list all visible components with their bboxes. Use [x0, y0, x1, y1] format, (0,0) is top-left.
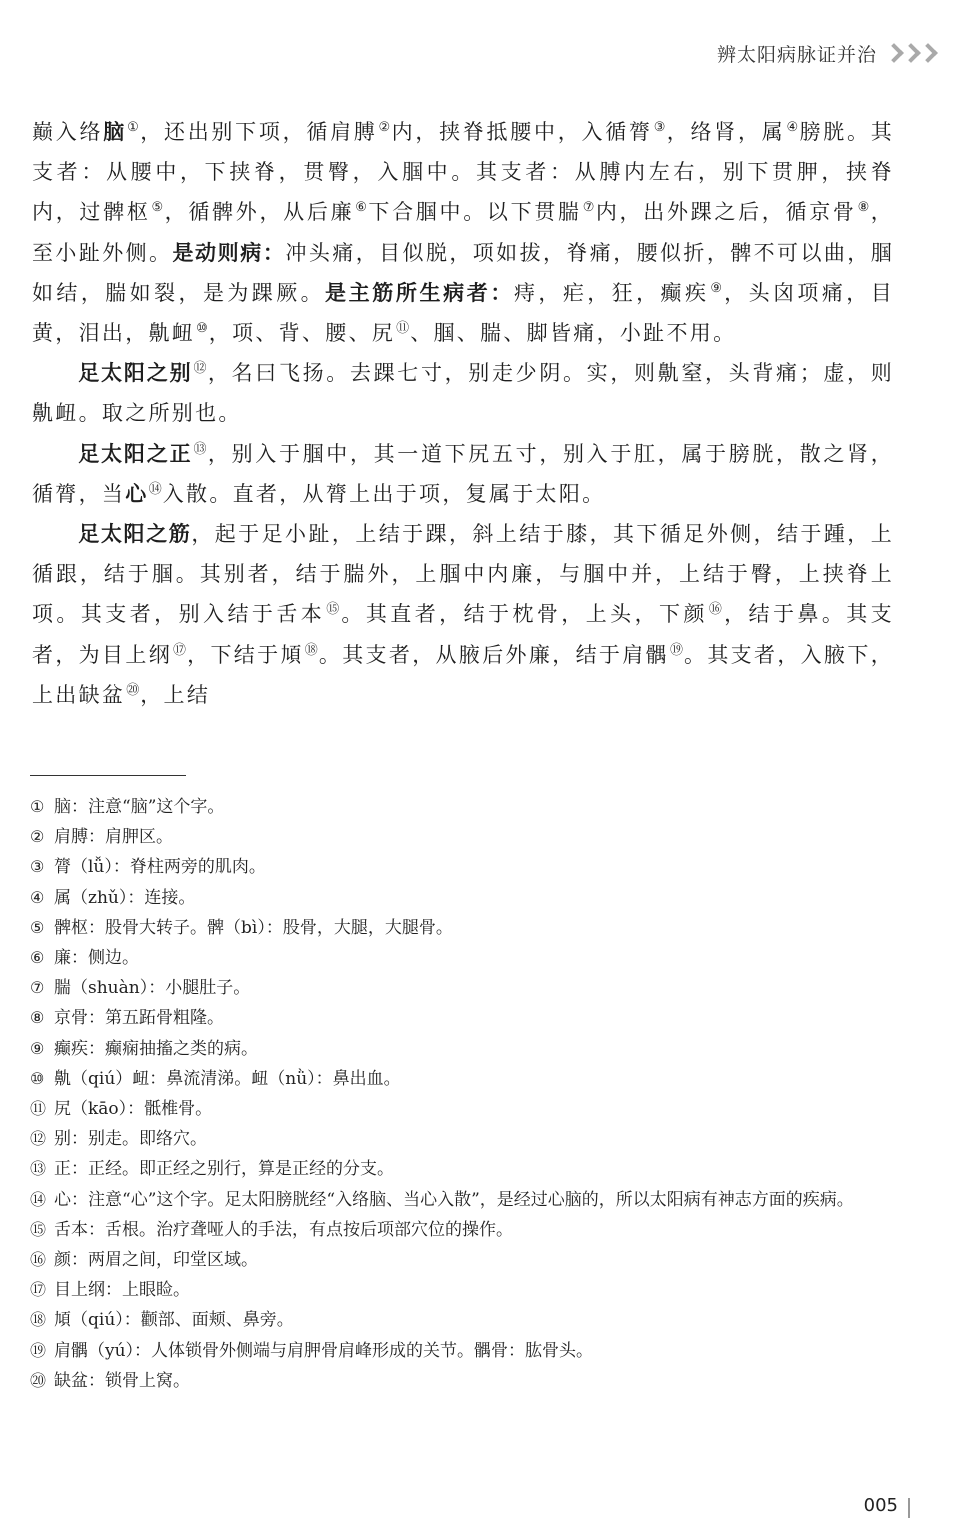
footnote-item: [30, 1305, 898, 1335]
footnote-ref: ⑲: [669, 642, 683, 658]
footnote-number: ⑦: [30, 978, 45, 998]
footnote-ref: ⑫: [193, 361, 207, 377]
footnote-item: [30, 792, 898, 822]
footnote-ref: ⑭: [148, 481, 162, 497]
footnote-number: ⑧: [30, 1008, 45, 1028]
text-run: ，起于足小趾，上结于踝，斜上结于膝，其下循足外侧，结于踵，上循跟，结于腘。其别者，结于腨外，上腘中内廉，与腘中并，上结于臀，上挟脊上项。其支者，别入结于舌本: [32, 522, 895, 627]
footnote-item: [30, 1154, 898, 1184]
footnote-ref: ⑱: [304, 642, 318, 658]
footnote-item: [30, 973, 898, 1003]
text-run: 、腘、腨、脚皆痛，小趾不用。: [410, 321, 737, 346]
footnote-item: [30, 1003, 898, 1033]
text-run: 冲头痛，目似脱，项如拔，脊痛，腰似折，髀不可以曲，腘如结，腨如裂，是为踝厥。: [32, 240, 894, 305]
text-run: ，络肾，属: [666, 120, 786, 144]
text-run: ，循髀外，从后廉: [164, 200, 355, 225]
footnote-text: 正：正经。即正经之别行，算是正经的分支。: [54, 1159, 394, 1180]
footnote-text: 腨（shuàn）：小腿肚子。: [54, 978, 251, 999]
footnote-item: [30, 913, 898, 943]
bold-term: 是动则病：: [172, 240, 286, 265]
footnote-number: ⑤: [30, 917, 45, 937]
footnote-ref: ⑳: [126, 682, 140, 698]
footnote-ref: ⑰: [173, 642, 187, 658]
footnote-text: 肩髃（yú）：人体锁骨外侧端与肩胛骨肩峰形成的关节。髃骨：肱骨头。: [54, 1340, 594, 1361]
footnote-number: ⑭: [30, 1189, 47, 1209]
footnote-ref: ⑨: [710, 280, 723, 296]
footnote-number: ⑯: [30, 1250, 47, 1270]
text-run: 下合腘中。以下贯腨: [367, 200, 582, 225]
footnote-text: 脑：注意“脑”这个字。: [54, 797, 225, 817]
footnote-number: ④: [30, 887, 45, 907]
footnote-number: ⑳: [30, 1370, 47, 1390]
footnote-ref: ②: [378, 120, 391, 135]
footnote-text: 缺盆：锁骨上窝。: [54, 1370, 190, 1391]
footnote-number: ⑰: [30, 1280, 47, 1300]
page-number-bar: [908, 1498, 910, 1518]
text-run: 巅入络: [32, 120, 104, 144]
text-run: ，至小趾外侧。: [32, 200, 894, 265]
footnote-text: 颜：两眉之间，印堂区域。: [54, 1250, 258, 1271]
text-run: ，还出别下项，循肩膊: [139, 120, 378, 144]
footnote-item: [30, 1034, 898, 1064]
footnote-text: 目上纲：上眼睑。: [54, 1280, 190, 1301]
footnote-number: ⑲: [30, 1340, 47, 1360]
body-paragraph: [32, 514, 894, 715]
footnote-ref: ⑯: [708, 602, 722, 618]
footnote-text: 属（zhǔ）：连接。: [54, 887, 196, 908]
footnote-text: 頄（qiú）：颧部、面颊、鼻旁。: [54, 1310, 294, 1331]
footnote-text: 癫疾：癫痫抽搐之类的病。: [54, 1038, 258, 1059]
bold-term: 足太阳之别: [78, 361, 193, 386]
text-run: ，下结于頄: [187, 642, 304, 667]
footnote-item: [30, 1245, 898, 1275]
footnote-text: 鼽（qiú）衄：鼻流清涕。衄（nǜ）：鼻出血。: [54, 1068, 401, 1089]
body-paragraph: [32, 434, 894, 514]
footnote-number: ⑬: [30, 1159, 47, 1179]
text-run: 。其直者，结于枕骨，上头，下颜: [340, 602, 708, 627]
footnote-number: ⑪: [30, 1099, 47, 1119]
footnote-item: [30, 1094, 898, 1124]
footnote-number: ⑮: [30, 1219, 47, 1239]
chapter-title: 辨太阳病脉证并治: [716, 43, 877, 66]
footnote-item: [30, 1366, 898, 1396]
text-run: 。其支者，从腋后外廉，结于肩髃: [318, 642, 669, 667]
footnote-text: 京骨：第五跖骨粗隆。: [54, 1008, 224, 1029]
footnote-text: 肩膊：肩胛区。: [54, 827, 173, 848]
footnote-ref: ⑪: [396, 321, 410, 337]
footnote-item: [30, 822, 898, 852]
footnote-item: [30, 1124, 898, 1154]
footnote-ref: ③: [653, 120, 666, 135]
chevron-right-icon: [887, 46, 938, 60]
bold-term: 足太阳之筋: [78, 522, 192, 547]
footnote-item: [30, 852, 898, 882]
footnote-text: 心：注意“心”这个字。足太阳膀胱经“入络脑、当心入散”，是经过心脑的，所以太阳病有神志方面的疾病。: [54, 1189, 854, 1210]
bold-term: 足太阳之正: [78, 441, 193, 466]
footnote-item: [30, 1336, 898, 1366]
bold-term: 是主筋所生病者：: [325, 280, 515, 305]
text-run: 内，出外踝之后，循京骨: [595, 200, 857, 225]
footnote-text: 舌本：舌根。治疗聋哑人的手法，有点按后项部穴位的操作。: [54, 1219, 513, 1240]
footnote-number: ⑨: [30, 1038, 45, 1058]
footnote-number: ⑱: [30, 1310, 47, 1330]
footnote-text: 髀枢：股骨大转子。髀（bì）：股骨，大腿，大腿骨。: [54, 917, 453, 938]
footnote-ref: ①: [127, 120, 139, 135]
text-run: 。其支者，入腋下，上出缺盆: [32, 642, 895, 707]
text-run: ，别入于腘中，其一道下尻五寸，别入于肛，属于膀胱，散之肾，循膂，当: [32, 441, 895, 506]
footnote-item: [30, 1064, 898, 1094]
text-run: 内，挟脊抵腰中，入循膂: [391, 120, 653, 144]
main-text: [32, 112, 894, 715]
footnote-ref: ⑬: [193, 441, 207, 457]
footnote-ref: ⑥: [355, 200, 367, 216]
body-paragraph: [32, 112, 894, 353]
bold-term: 脑: [103, 120, 127, 144]
text-run: ，上结: [140, 682, 211, 707]
footnote-item: [30, 1185, 898, 1215]
footnote-number: ⑫: [30, 1129, 47, 1149]
footnote-item: [30, 1215, 898, 1245]
text-run: ，项、背、腰、尻: [208, 321, 396, 346]
footnote-number: ②: [30, 827, 45, 847]
footnote-number: ⑥: [30, 948, 45, 968]
bold-term: 心: [125, 481, 148, 506]
footnote-divider: [30, 775, 186, 776]
footnote-number: ⑩: [30, 1068, 45, 1088]
footnote-text: 别：别走。即络穴。: [54, 1129, 207, 1150]
footnote-ref: ⑮: [326, 602, 340, 618]
footnote-ref: ⑤: [151, 200, 164, 216]
footnote-item: [30, 943, 898, 973]
footnotes: [30, 792, 898, 1396]
footnote-item: [30, 883, 898, 913]
footnote-text: 尻（kāo）：骶椎骨。: [54, 1099, 213, 1120]
body-paragraph: [32, 353, 894, 433]
footnote-text: 膂（lǚ）：脊柱两旁的肌肉。: [54, 857, 266, 878]
footnote-ref: ⑦: [582, 200, 595, 216]
text-run: ，头囟项痛，目黄，泪出，鼽衄: [32, 280, 894, 346]
text-run: ，结于鼻。其支者，为目上纲: [32, 602, 894, 667]
running-header: [717, 38, 938, 68]
footnote-number: ①: [30, 797, 45, 816]
footnote-item: [30, 1275, 898, 1305]
footnote-ref: ④: [786, 120, 799, 135]
text-run: 入散。直者，从膂上出于项，复属于太阳。: [162, 481, 606, 506]
footnote-number: ③: [30, 857, 45, 877]
text-run: 膀胱。其支者：从腰中，下挟脊，贯臀，入腘中。其支者：从膊内左右，别下贯胛，挟脊内，过髀枢: [32, 120, 895, 225]
footnote-text: 廉：侧边。: [54, 948, 139, 969]
text-run: 痔，疟，狂，癫疾: [514, 280, 710, 305]
text-run: ，名曰飞扬。去踝七寸，别走少阴。实，则鼽窒，头背痛；虚，则鼽衄。取之所别也。: [32, 361, 895, 426]
footnote-ref: ⑧: [857, 200, 870, 216]
footnote-ref: ⑩: [196, 321, 208, 337]
page-number: 005: [863, 1495, 898, 1516]
